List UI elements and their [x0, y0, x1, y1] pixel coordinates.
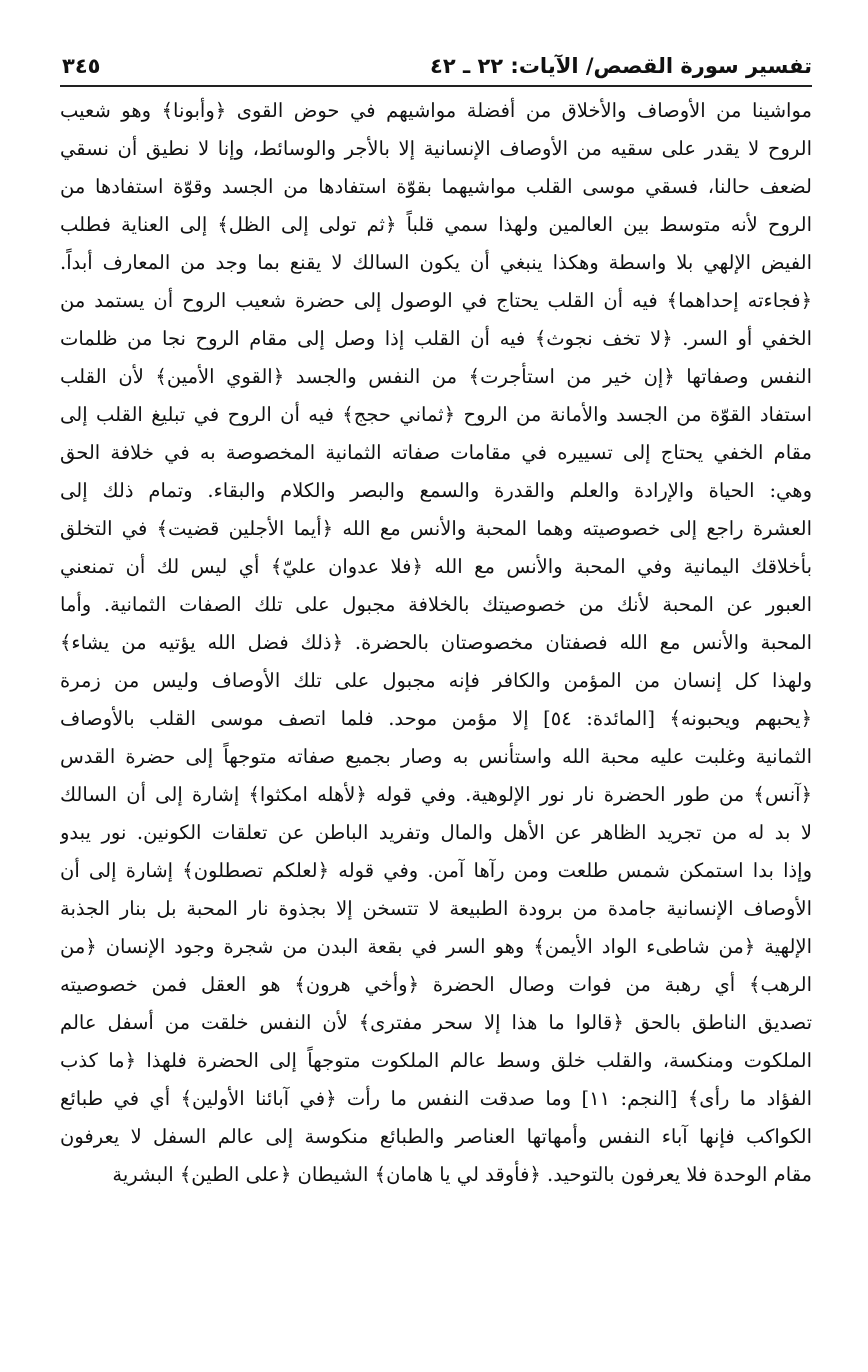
page-header: [60, 40, 812, 80]
text-line: الروح لا يقدر على سقيه من الأوصاف الإنسانية إلا بالأجر والوسائط، وإنا لا نطيق أن نسقي: [60, 137, 812, 160]
body-text: [60, 92, 812, 1194]
text-line: ﴿آنس﴾ من طور الحضرة نار نور الإلوهية. وفي قوله ﴿لأهله امكثوا﴾ إشارة إلى أن السالك: [60, 783, 812, 806]
text-line: الثمانية وغلبت عليه محبة الله واستأنس به وصار بجميع صفاته متوجهاً إلى حضرة القدس: [60, 745, 812, 768]
text-line: بأخلاقك اليمانية وفي المحبة والأنس مع الله ﴿فلا عدوان عليّ﴾ أي ليس لك أن تمنعني: [60, 555, 812, 578]
text-line: لا بد له من تجريد الظاهر عن الأهل والمال وتفريد الباطن عن تعلقات الكونين. نور يبدو: [60, 821, 812, 844]
text-line: وهي: الحياة والإرادة والعلم والقدرة والسمع والبصر والكلام والبقاء. وتمام ذلك إلى: [60, 479, 812, 502]
text-line: ﴿فجاءته إحداهما﴾ فيه أن القلب يحتاج في الوصول إلى حضرة شعيب الروح أن يستمد من: [60, 289, 812, 312]
text-line: مقام الخفي يحتاج إلى تسييره في مقامات صفاته الثمانية المخصوصة به في خلافة الحق: [60, 441, 812, 464]
text-line: الرهب﴾ أي رهبة من فوات وصال الحضرة ﴿وأخي هرون﴾ هو العقل فمن خصوصيته: [60, 973, 812, 996]
text-line: استفاد القوّة من الجسد والأمانة من الروح ﴿ثماني حجج﴾ فيه أن الروح في تبليغ القلب إلى: [60, 403, 812, 426]
page-number: ٣٤٥: [62, 54, 101, 78]
text-line: الملكوت ومنكسة، والقلب خلق وسط عالم الملكوت متوجهاً إلى الحضرة فلهذا ﴿ما كذب: [60, 1049, 812, 1072]
text-line: مواشينا من الأوصاف والأخلاق من أفضلة مواشيهم في حوض القوى ﴿وأبونا﴾ وهو شعيب: [60, 99, 812, 122]
header-rule: [60, 85, 812, 87]
text-line: الفيض الإلهي بلا واسطة وهكذا ينبغي أن يكون السالك لا يقنع بما وجد من المعارف أبداً.: [60, 251, 812, 274]
running-title: تفسير سورة القصص/ الآيات: ٢٢ ـ ٤٢: [430, 54, 812, 78]
text-line: ولهذا كل إنسان من المؤمن والكافر فإنه مجبول على تلك الأوصاف وليس من زمرة: [60, 669, 812, 692]
text-line: الإلهية ﴿من شاطىء الواد الأيمن﴾ وهو السر في بقعة البدن من شجرة وجود الإنسان ﴿من: [60, 935, 812, 958]
text-line: الأوصاف الإنسانية جامدة من برودة الطبيعة لا تتسخن إلا بجذوة نار المحبة بل بنار الجذبة: [60, 897, 812, 920]
text-line: الكواكب فإنها آباء النفس وأمهاتها العناصر والطبائع منكوسة إلى عالم السفل لا يعرفون: [60, 1125, 812, 1148]
text-line: الفؤاد ما رأى﴾ [النجم: ١١] وما صدقت النفس ما رأت ﴿في آبائنا الأولين﴾ أي في طبائع: [60, 1087, 812, 1110]
text-line: ﴿يحبهم ويحبونه﴾ [المائدة: ٥٤] إلا مؤمن موحد. فلما اتصف موسى القلب بالأوصاف: [60, 707, 812, 730]
text-line: العبور عن المحبة لأنك من خصوصيتك بالخلافة مجبول على تلك الصفات الثمانية. وأما: [60, 593, 812, 616]
text-line: مقام الوحدة فلا يعرفون بالتوحيد. ﴿فأوقد لي يا هامان﴾ الشيطان ﴿على الطين﴾ البشرية: [112, 1163, 812, 1186]
text-line: لضعف حالنا، فسقي موسى القلب مواشيهما بقوّة استفادها من الجسد وقوّة استفادها من: [60, 175, 812, 198]
text-line: المحبة والأنس مع الله فصفتان مخصوصتان بالحضرة. ﴿ذلك فضل الله يؤتيه من يشاء﴾: [60, 631, 812, 654]
text-line: وإذا بدا استمكن شمس طلعت ومن رآها آمن. وفي قوله ﴿لعلكم تصطلون﴾ إشارة إلى أن: [60, 859, 812, 882]
text-line: العشرة راجع إلى خصوصيته وهما المحبة والأنس مع الله ﴿أيما الأجلين قضيت﴾ في التخلق: [60, 517, 812, 540]
text-line: الروح لأنه متوسط بين العالمين ولهذا سمي قلباً ﴿ثم تولى إلى الظل﴾ إلى العناية فطلب: [60, 213, 812, 236]
text-line: الخفي أو السر. ﴿لا تخف نجوث﴾ فيه أن القلب إذا وصل إلى مقام الروح نجا من ظلمات: [60, 327, 812, 350]
text-line: تصديق الناطق بالحق ﴿قالوا ما هذا إلا سحر مفترى﴾ لأن النفس خلقت من أسفل عالم: [60, 1011, 812, 1034]
text-line: النفس وصفاتها ﴿إن خير من استأجرت﴾ من النفس والجسد ﴿القوي الأمين﴾ لأن القلب: [60, 365, 812, 388]
